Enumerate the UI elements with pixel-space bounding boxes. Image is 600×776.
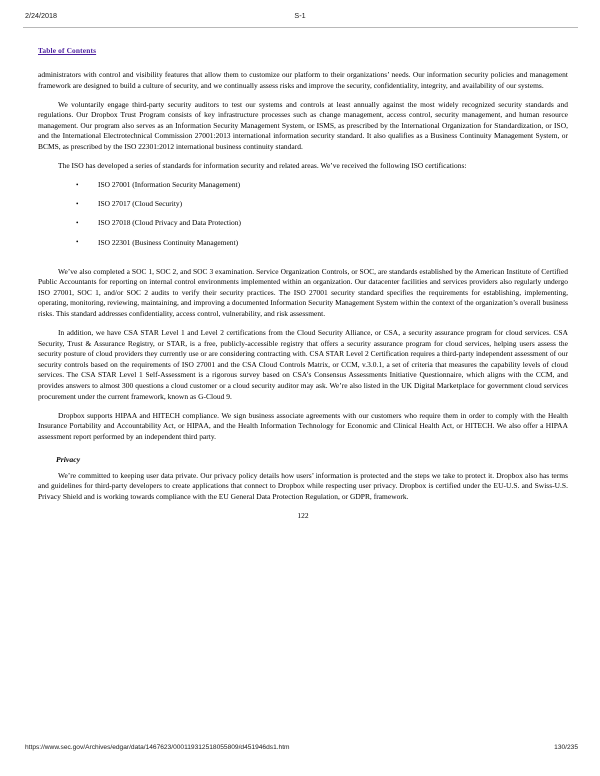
bullet-icon: • [76,180,79,189]
page-number: 122 [297,510,309,520]
table-of-contents-link[interactable]: Table of Contents [38,46,97,55]
paragraph-privacy: We’re committed to keeping user data private. Our privacy policy details how users’ information is protected and the steps we take to protect it. Dropbox also has terms and guidelines for third-party developers to create applications that connect to Dropbox while respecting user privacy. Dropbox is certified under the EU-U.S. and Swiss-U.S. Privacy Shield and is working towards compliance with the EU General Data Protection Regulation, or GDPR, framework. [38,470,568,501]
list-item-label: ISO 27001 (Information Security Management) [98,180,241,190]
print-footer [0,744,600,758]
print-footer-url: https://www.sec.gov/Archives/edgar/data/1467623/000119312518055809/d451946ds1.htm [25,744,290,751]
list-item [38,238,568,257]
document-content [0,70,600,520]
bullet-icon: • [76,199,79,208]
paragraph-hipaa-hitech: Dropbox supports HIPAA and HITECH compliance. We sign business associate agreements with our customers who require them in order to comply with the Health Insurance Portability and Accountability Act, or HIPAA, and the Health Information Technology for Economic and Clinical Health Act, or HITECH. We also offer a HIPAA assessment report performed by an independent third party. [38,410,568,441]
list-item [38,218,568,237]
print-header-date: 2/24/2018 [25,11,57,20]
list-item [38,199,568,218]
list-item [38,180,568,199]
print-header [0,11,600,27]
bullet-icon: • [76,238,79,247]
list-item-label: ISO 22301 (Business Continuity Management) [98,237,239,247]
table-of-contents-link-wrapper [0,40,600,58]
paragraph-soc-examination: We’ve also completed a SOC 1, SOC 2, and SOC 3 examination. Service Organization Controls, or SOC, are standards established by the American Institute of Certified Public Accountants for reporting on internal control environments implemented within an organization. Our datacenter facilities and services providers also regularly undergo ISO 27001, SOC 1, and/or SOC 2 audits to verify their security practices. The ISO 27001 security standard specifies the requirements for establishing, implementing, operating, monitoring, reviewing, maintaining, and improving a documented Information Security Management System within the context of the organization’s overall business risks. This standard addresses confidentiality, access control, vulnerability, and risk assessment. [38,266,568,318]
bullet-icon: • [76,218,79,227]
document-page [0,40,600,520]
paragraph-csa-star: In addition, we have CSA STAR Level 1 and Level 2 certifications from the Cloud Security Alliance, or CSA, a security assurance program for cloud services. CSA Security, Trust & Assurance Registry, or STAR, is a free, publicly-accessible registry that offers a security assurance program for cloud services, helping users assess the security posture of cloud providers they currently use or are considering contracting with. CSA STAR Level 2 Certification requires a third-party independent assessment of our security controls based on the requirements of ISO 27001 and the CSA Cloud Controls Matrix, or CCM, v.3.0.1, a set of criteria that measures the capability levels of cloud services. The CSA STAR Level 1 Self-Assessment is a rigorous survey based on CSA’s Consensus Assessments Initiative Questionnaire, which aligns with the CCM, and provides answers to almost 300 questions a cloud customer or a cloud security auditor may ask. We’re also listed in the UK Digital Marketplace for government cloud services procurement under the current framework, known as G-Cloud 9. [38,328,568,401]
section-heading-privacy: Privacy [56,454,81,464]
list-item-label: ISO 27017 (Cloud Security) [98,199,183,209]
print-footer-page-indicator: 130/235 [554,744,578,751]
print-header-title: S-1 [294,11,306,20]
list-item-label: ISO 27018 (Cloud Privacy and Data Protection) [98,218,241,228]
paragraph-continuation: administrators with control and visibility features that allow them to customize our platform to their organizations’ needs. Our information security policies and management framework are designed to build a culture of security, and we continually assess risks and improve the security, confidentiality, integrity, and availability of our systems. [38,70,568,90]
paragraph-trust-program: We voluntarily engage third-party security auditors to test our systems and controls at least annually against the most widely recognized security standards and regulations. Our Dropbox Trust Program consists of key infrastructure processes such as change management, access control, security management, and human resource management. Our program also serves as an Information Security Management System, or ISMS, as prescribed by the International Organization for Standardization, or ISO, and the International Electrotechnical Commission 27001:2013 international information security standard. It also qualifies as a Business Continuity Management System, or BCMS, as prescribed by the ISO 22301:2012 international business continuity standard. [38,99,568,152]
iso-certifications-list [38,180,568,256]
header-divider [23,27,578,28]
paragraph-iso-intro: The ISO has developed a series of standards for information security and related areas. We’ve received the following ISO certifications: [58,161,467,171]
